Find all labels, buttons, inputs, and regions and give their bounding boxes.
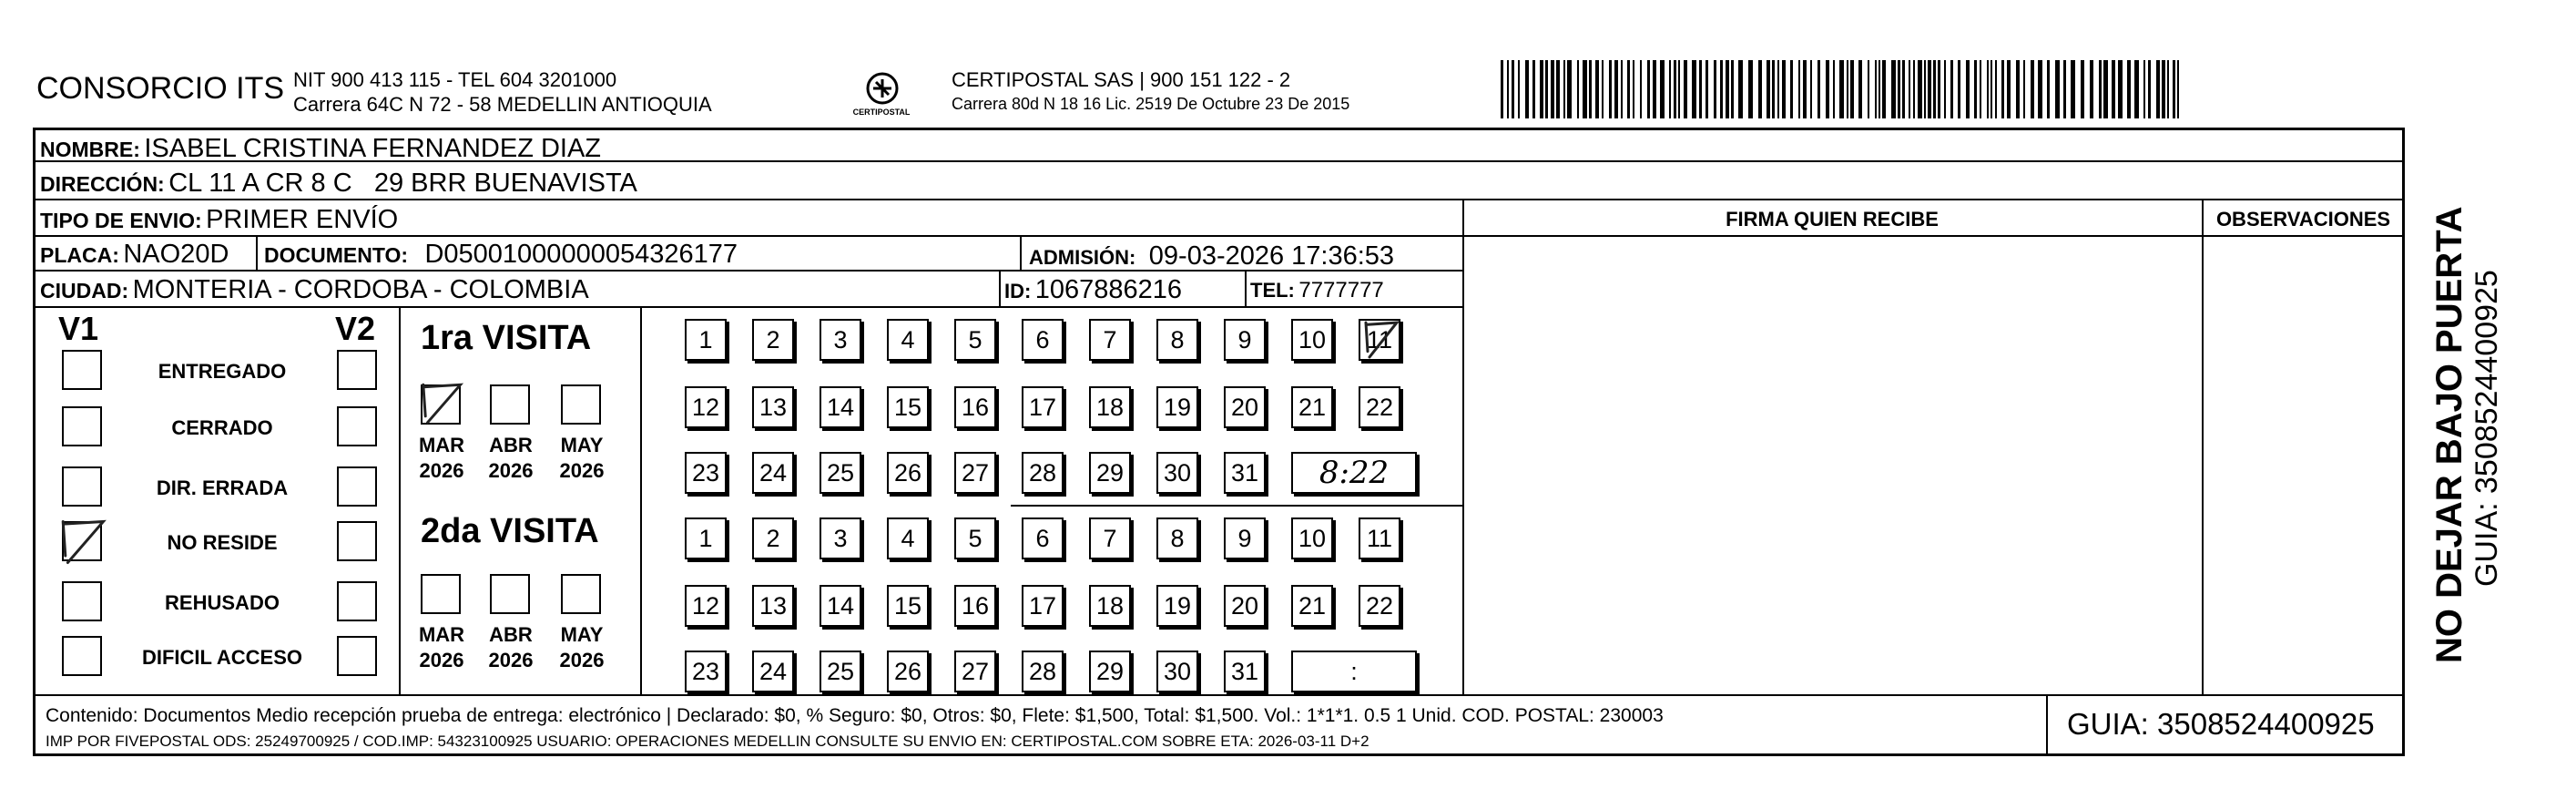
status-label: ENTREGADO	[158, 360, 287, 383]
day-box: 27	[954, 651, 996, 692]
barcode-bar	[1767, 60, 1770, 118]
day-box: 24	[752, 452, 794, 494]
time-box: :	[1291, 651, 1417, 692]
month-checkbox	[561, 384, 601, 425]
barcode-bar	[1913, 60, 1915, 118]
nit-line: NIT 900 413 115 - TEL 604 3201000	[293, 68, 617, 91]
barcode-bar	[1928, 60, 1931, 118]
barcode-bar	[1602, 60, 1604, 118]
v2-label: V2	[335, 310, 376, 347]
day-box: 10	[1291, 319, 1333, 361]
barcode-bar	[2112, 60, 2115, 118]
barcode-bar	[1909, 60, 1910, 118]
barcode-bar	[2156, 60, 2160, 118]
day-box: 19	[1156, 585, 1198, 627]
day-box: 2	[752, 319, 794, 361]
barcode-bar	[1850, 60, 1854, 118]
day-box: 24	[752, 651, 794, 692]
day-box: 28	[1022, 651, 1064, 692]
barcode-bar	[1902, 60, 1905, 118]
visit1-title: 1ra VISITA	[421, 319, 592, 357]
admision-cell	[1029, 241, 1394, 272]
barcode-bar	[1777, 60, 1779, 118]
barcode-icon	[1501, 60, 2179, 118]
day-box: 30	[1156, 651, 1198, 692]
status-v2-checkbox	[337, 521, 377, 561]
day-box: 5	[954, 319, 996, 361]
tel-value: 7777777	[1298, 278, 1384, 302]
barcode-bar	[2090, 60, 2093, 118]
barcode-bar	[1674, 60, 1676, 118]
day-box: 9	[1224, 319, 1266, 361]
day-box: 21	[1291, 386, 1333, 428]
tel-label: TEL:	[1250, 279, 1295, 302]
barcode-bar	[1772, 60, 1775, 118]
day-box: 10	[1291, 517, 1333, 559]
barcode-bar	[2143, 60, 2145, 118]
barcode-bar	[2162, 60, 2165, 118]
barcode-bar	[1684, 60, 1687, 118]
day-box: 23	[685, 452, 727, 494]
month-label: MAR	[418, 434, 465, 456]
day-box: 20	[1224, 585, 1266, 627]
barcode-bar	[1518, 60, 1520, 118]
barcode-bar	[2099, 60, 2102, 118]
barcode-bar	[2173, 60, 2175, 118]
barcode-bar	[1567, 60, 1572, 118]
barcode-bar	[1966, 60, 1970, 118]
year-label: 2026	[559, 459, 605, 482]
barcode-bar	[1898, 60, 1900, 118]
barcode-bar	[1525, 60, 1529, 118]
barcode-bar	[1669, 60, 1671, 118]
barcode-bar	[2081, 60, 2084, 118]
day-box: 4	[887, 319, 929, 361]
status-v1-checkbox	[62, 350, 102, 390]
day-box: 1	[685, 319, 727, 361]
day-box: 3	[820, 319, 861, 361]
month-label: MAR	[418, 623, 465, 646]
month-checkbox	[490, 574, 530, 614]
month-label: ABR	[489, 434, 533, 456]
month-check-mark-icon	[419, 383, 463, 425]
barcode-bar	[2023, 60, 2025, 118]
day-box: 17	[1022, 386, 1064, 428]
id-value: 1067886216	[1034, 275, 1183, 304]
barcode-bar	[2047, 60, 2050, 118]
barcode-bar	[1826, 60, 1829, 118]
barcode-bar	[1595, 60, 1599, 118]
status-v2-checkbox	[337, 466, 377, 507]
barcode-bar	[2071, 60, 2075, 118]
barcode-bar	[2031, 60, 2034, 118]
ciudad-label: CIUDAD:	[40, 279, 129, 302]
day-box: 29	[1089, 651, 1131, 692]
barcode-bar	[1621, 60, 1623, 118]
barcode-bar	[1858, 60, 1862, 118]
day-box: 17	[1022, 585, 1064, 627]
barcode-bar	[1810, 60, 1812, 118]
month-label: MAY	[560, 434, 604, 456]
company-info	[293, 67, 712, 117]
certipostal-address: Carrera 80d N 18 16 Lic. 2519 De Octubre 23 De 2015	[952, 95, 1350, 113]
day-box: 22	[1359, 386, 1400, 428]
barcode-bar	[1839, 60, 1844, 118]
barcode-bar	[1714, 60, 1716, 118]
barcode-bar	[1556, 60, 1560, 118]
day-box: 2	[752, 517, 794, 559]
direccion-row	[40, 169, 637, 199]
barcode-bar	[1614, 60, 1618, 118]
month-checkbox	[561, 574, 601, 614]
day-box: 12	[685, 585, 727, 627]
direccion-label: DIRECCIÓN:	[40, 172, 165, 196]
barcode-bar	[1678, 60, 1680, 118]
day-check-mark-icon	[1362, 321, 1399, 359]
barcode-bar	[1995, 60, 1997, 118]
month-label: MAY	[560, 623, 604, 646]
day-box: 29	[1089, 452, 1131, 494]
certipostal-info	[952, 67, 1349, 117]
barcode-bar	[1758, 60, 1762, 118]
barcode-bar	[1501, 60, 1503, 118]
barcode-bar	[1532, 60, 1535, 118]
placa-value: NAO20D	[123, 240, 229, 269]
barcode-bar	[1833, 60, 1835, 118]
day-box: 16	[954, 585, 996, 627]
status-label: NO RESIDE	[167, 531, 278, 554]
day-box: 15	[887, 386, 929, 428]
logo-text: CERTIPOSTAL	[852, 108, 911, 117]
v1-label: V1	[58, 310, 99, 347]
day-box: 18	[1089, 386, 1131, 428]
month-checkbox	[421, 574, 461, 614]
status-v2-checkbox	[337, 350, 377, 390]
tipo-value: PRIMER ENVÍO	[206, 205, 399, 234]
documento-cell	[264, 240, 738, 270]
day-box: 14	[820, 585, 861, 627]
footer-contenido: Contenido: Documentos Medio recepción prueba de entrega: electrónico | Declarado: $0, % Seguro: $0, Otros: $0, Flete: $1,500, Total: $1,500. Vol.: 1*1*1. 0.5 1 Unid. COD. POSTAL: 230003	[46, 705, 1664, 726]
status-v2-checkbox	[337, 581, 377, 621]
barcode-bar	[1512, 60, 1514, 118]
day-box: 13	[752, 585, 794, 627]
admision-value: 09-03-2026 17:36:53	[1148, 241, 1395, 271]
barcode-bar	[1938, 60, 1940, 118]
day-box: 7	[1089, 319, 1131, 361]
day-box: 27	[954, 452, 996, 494]
barcode-bar	[1726, 60, 1729, 118]
barcode-bar	[1879, 60, 1880, 118]
barcode-bar	[1540, 60, 1543, 118]
barcode-bar	[2038, 60, 2042, 118]
day-box: 18	[1089, 585, 1131, 627]
day-box: 25	[820, 452, 861, 494]
firma-header: FIRMA QUIEN RECIBE	[1726, 208, 1939, 231]
barcode-bar	[1545, 60, 1548, 118]
day-box: 9	[1224, 517, 1266, 559]
barcode-bar	[1918, 60, 1922, 118]
company-address: Carrera 64C N 72 - 58 MEDELLIN ANTIOQUIA	[293, 93, 712, 116]
nombre-value: ISABEL CRISTINA FERNANDEZ DIAZ	[144, 134, 602, 163]
barcode-bar	[1868, 60, 1869, 118]
barcode-bar	[1563, 60, 1565, 118]
barcode-bar	[1738, 60, 1743, 118]
barcode-bar	[2016, 60, 2020, 118]
day-box: 11	[1359, 517, 1400, 559]
day-box: 3	[820, 517, 861, 559]
day-box: 13	[752, 386, 794, 428]
barcode-bar	[1958, 60, 1960, 118]
status-label: REHUSADO	[165, 591, 280, 614]
status-v1-checkbox	[62, 581, 102, 621]
barcode-bar	[1974, 60, 1977, 118]
ciudad-row	[40, 275, 589, 305]
tipo-row	[40, 205, 398, 235]
day-box: 6	[1022, 517, 1064, 559]
barcode-bar	[1660, 60, 1665, 118]
day-box: 20	[1224, 386, 1266, 428]
day-box: 28	[1022, 452, 1064, 494]
barcode-bar	[2167, 60, 2169, 118]
id-label: ID:	[1004, 280, 1032, 302]
barcode-bar	[1633, 60, 1634, 118]
day-box: 25	[820, 651, 861, 692]
barcode-bar	[1882, 60, 1886, 118]
barcode-bar	[1803, 60, 1807, 118]
observaciones-header: OBSERVACIONES	[2215, 208, 2391, 231]
day-box: 31	[1224, 651, 1266, 692]
tipo-label: TIPO DE ENVIO:	[40, 209, 202, 232]
day-box: 19	[1156, 386, 1198, 428]
visit2-title: 2da VISITA	[421, 512, 599, 550]
direccion-value: CL 11 A CR 8 C 29 BRR BUENAVISTA	[168, 169, 637, 198]
barcode-bar	[2177, 60, 2179, 118]
status-label: DIFICIL ACCESO	[141, 646, 302, 669]
barcode-bar	[2103, 60, 2108, 118]
status-v2-checkbox	[337, 636, 377, 676]
barcode-bar	[2007, 60, 2011, 118]
barcode-bar	[1692, 60, 1696, 118]
barcode-bar	[1798, 60, 1800, 118]
barcode-bar	[1731, 60, 1734, 118]
barcode-bar	[2001, 60, 2004, 118]
day-box: 8	[1156, 319, 1198, 361]
day-box: 7	[1089, 517, 1131, 559]
year-label: 2026	[488, 649, 534, 671]
status-label: CERRADO	[171, 416, 273, 439]
month-label: ABR	[489, 623, 533, 646]
barcode-bar	[1817, 60, 1820, 118]
admision-label: ADMISIÓN:	[1029, 246, 1136, 269]
month-checkbox	[490, 384, 530, 425]
barcode-bar	[1891, 60, 1896, 118]
barcode-bar	[2063, 60, 2066, 118]
year-label: 2026	[419, 459, 464, 482]
day-box: 22	[1359, 585, 1400, 627]
barcode-bar	[2118, 60, 2123, 118]
id-cell	[1004, 275, 1182, 305]
barcode-bar	[2134, 60, 2139, 118]
day-box: 21	[1291, 585, 1333, 627]
day-box: 14	[820, 386, 861, 428]
barcode-bar	[2148, 60, 2151, 118]
barcode-bar	[1991, 60, 1992, 118]
barcode-bar	[1944, 60, 1946, 118]
day-box: 31	[1224, 452, 1266, 494]
status-v1-checkbox	[62, 636, 102, 676]
barcode-bar	[1583, 60, 1587, 118]
day-box: 15	[887, 585, 929, 627]
placa-row	[40, 240, 229, 270]
documento-label: DOCUMENTO:	[264, 243, 409, 267]
barcode-bar	[1720, 60, 1723, 118]
barcode-bar	[1790, 60, 1793, 118]
status-v1-checkbox	[62, 466, 102, 507]
day-box: 6	[1022, 319, 1064, 361]
placa-label: PLACA:	[40, 243, 119, 267]
barcode-bar	[1653, 60, 1656, 118]
status-v2-checkbox	[337, 406, 377, 446]
time-box: 8:22	[1291, 452, 1417, 494]
barcode-bar	[1551, 60, 1554, 118]
year-label: 2026	[488, 459, 534, 482]
documento-value: D05001000000054326177	[424, 240, 738, 269]
barcode-bar	[2055, 60, 2060, 118]
day-box: 12	[685, 386, 727, 428]
barcode-bar	[1705, 60, 1708, 118]
barcode-bar	[1609, 60, 1612, 118]
barcode-bar	[1950, 60, 1953, 118]
barcode-bar	[1577, 60, 1579, 118]
barcode-bar	[1924, 60, 1926, 118]
tel-cell	[1250, 278, 1384, 303]
day-box: 8	[1156, 517, 1198, 559]
nombre-label: NOMBRE:	[40, 138, 140, 161]
company-name: CONSORCIO ITS	[36, 71, 285, 106]
footer-guia: GUIA: 3508524400925	[2067, 707, 2375, 741]
footer-imp: IMP POR FIVEPOSTAL ODS: 25249700925 / COD.IMP: 54323100925 USUARIO: OPERACIONES MEDELLIN CONSULTE SU ENVIO EN: CERTIPOSTAL.COM SOBRE ETA: 2026-03-11 D+2	[46, 733, 1369, 750]
status-label: DIR. ERRADA	[156, 476, 289, 499]
barcode-bar	[1589, 60, 1592, 118]
day-box: 30	[1156, 452, 1198, 494]
certipostal-line: CERTIPOSTAL SAS | 900 151 122 - 2	[952, 68, 1291, 91]
nombre-row	[40, 134, 601, 164]
no-dejar-warning: NO DEJAR BAJO PUERTA	[2429, 206, 2469, 663]
day-box: 5	[954, 517, 996, 559]
day-box: 11	[1359, 319, 1400, 361]
status-v1-check-mark-icon	[58, 519, 106, 565]
barcode-bar	[1980, 60, 1981, 118]
barcode-bar	[1748, 60, 1753, 118]
ciudad-value: MONTERIA - CORDOBA - COLOMBIA	[132, 275, 589, 304]
year-label: 2026	[559, 649, 605, 671]
barcode-bar	[2127, 60, 2131, 118]
day-box: 26	[887, 452, 929, 494]
year-label: 2026	[419, 649, 464, 671]
barcode-bar	[1699, 60, 1702, 118]
day-box: 23	[685, 651, 727, 692]
barcode-bar	[1875, 60, 1877, 118]
barcode-bar	[1627, 60, 1630, 118]
status-v1-checkbox	[62, 406, 102, 446]
day-box: 16	[954, 386, 996, 428]
barcode-bar	[1987, 60, 1989, 118]
barcode-bar	[1640, 60, 1642, 118]
barcode-bar	[1847, 60, 1848, 118]
barcode-bar	[1507, 60, 1509, 118]
day-box: 1	[685, 517, 727, 559]
barcode-bar	[1933, 60, 1936, 118]
barcode-bar	[1647, 60, 1650, 118]
day-box: 4	[887, 517, 929, 559]
barcode-bar	[1782, 60, 1786, 118]
side-guia: GUIA: 3508524400925	[2469, 270, 2504, 587]
day-box: 26	[887, 651, 929, 692]
